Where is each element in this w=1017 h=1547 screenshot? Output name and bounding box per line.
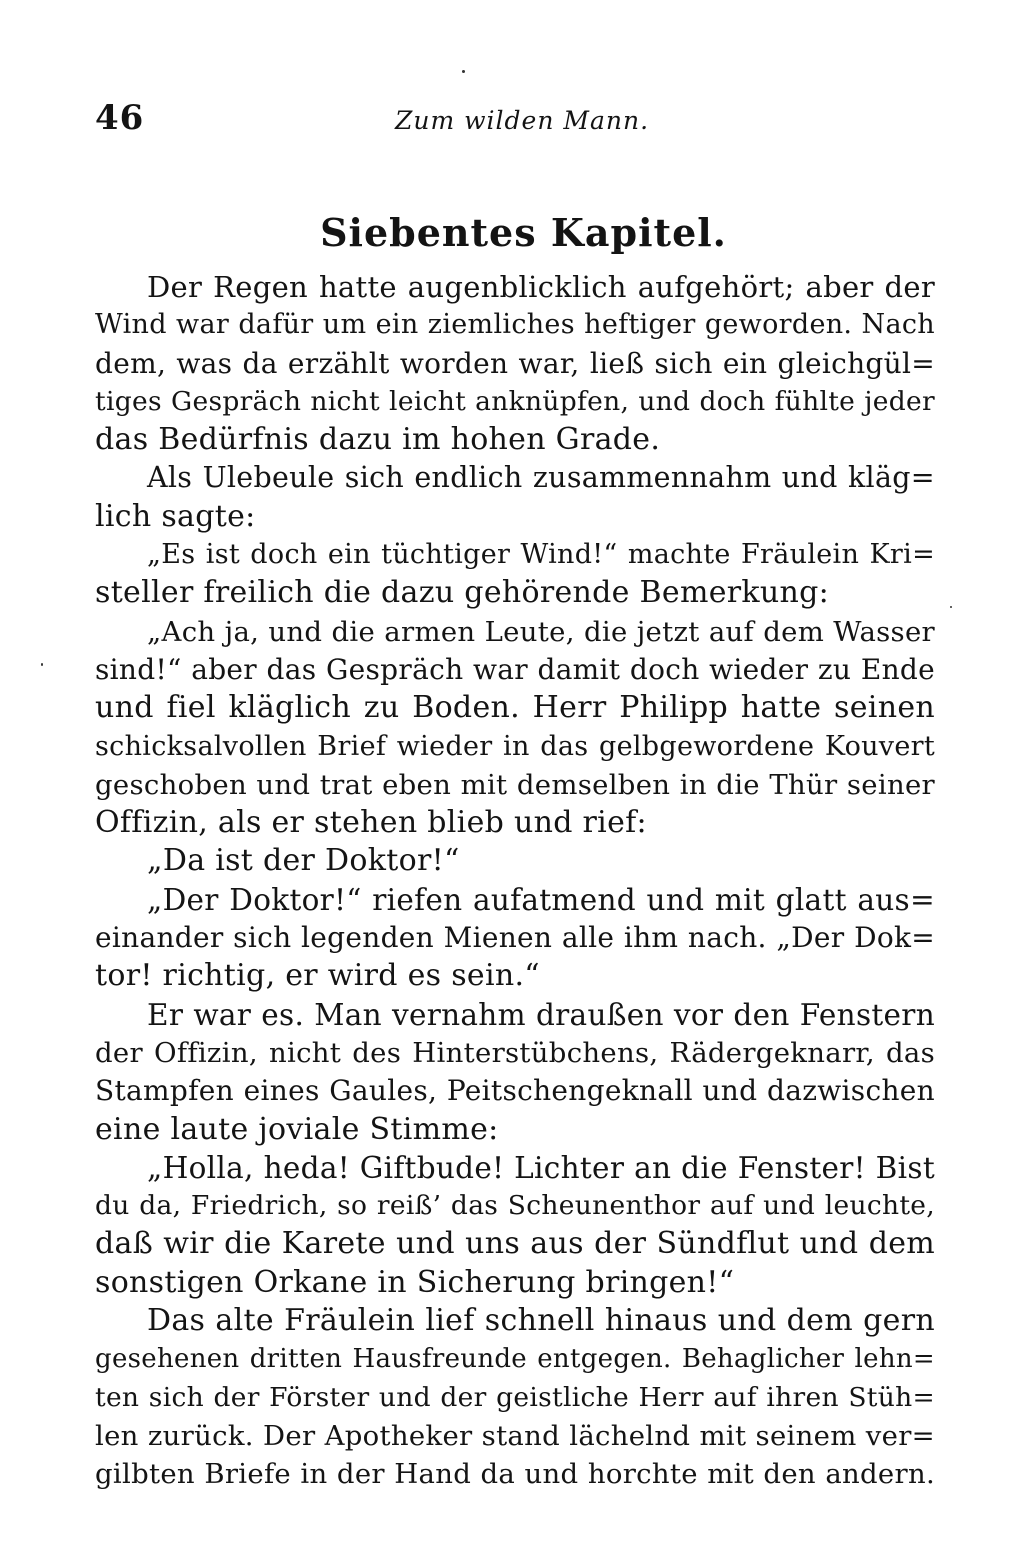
- text-line: Wind war dafür um ein ziemliches heftiger geworden. Nach: [95, 309, 935, 341]
- text-line: steller freilich die dazu gehörende Bemerkung:: [95, 575, 830, 611]
- text-line: dem, was da erzählt worden war, ließ sich ein gleichgül=: [95, 346, 935, 380]
- text-line: der Offizin, nicht des Hinterstübchens, Rädergeknarr, das: [95, 1036, 935, 1069]
- text-line: gesehenen dritten Hausfreunde entgegen. Behaglicher lehn=: [95, 1344, 935, 1375]
- text-line: Er war es. Man vernahm draußen vor den Fenstern: [147, 997, 935, 1032]
- scan-speck: [950, 606, 952, 608]
- scan-speck: [41, 663, 43, 666]
- text-line: len zurück. Der Apotheker stand lächelnd mit seinem ver=: [95, 1419, 935, 1452]
- text-line: „Es ist doch ein tüchtiger Wind!“ machte Fräulein Kri=: [147, 539, 935, 571]
- text-line: gilbten Briefe in der Hand da und horchte mit den andern.: [95, 1458, 935, 1491]
- text-line: „Holla, heda! Giftbude! Lichter an die Fenster! Bist: [147, 1150, 935, 1185]
- text-line: tor! richtig, er wird es sein.“: [95, 958, 540, 994]
- text-line: tiges Gespräch nicht leicht anknüpfen, und doch fühlte jeder: [95, 385, 935, 417]
- text-line: Offizin, als er stehen blieb und rief:: [95, 805, 647, 841]
- text-line: du da, Friedrich, so reiß’ das Scheunenthor auf und leuchte,: [95, 1190, 935, 1222]
- text-line: Als Ulebeule sich endlich zusammennahm und kläg=: [147, 461, 935, 495]
- text-line: das Bedürfnis dazu im hohen Grade.: [95, 422, 661, 458]
- text-line: schicksalvollen Brief wieder in das gelbgewordene Kouvert: [95, 730, 935, 762]
- text-line: sonstigen Orkane in Sicherung bringen!“: [95, 1264, 735, 1300]
- chapter-title: Siebentes Kapitel.: [320, 210, 727, 255]
- text-line: daß wir die Karete und uns aus der Sündflut und dem: [95, 1226, 935, 1262]
- text-line: „Da ist der Doktor!“: [147, 843, 460, 879]
- text-line: „Ach ja, und die armen Leute, die jetzt auf dem Wasser: [147, 615, 935, 648]
- text-line: geschoben und trat eben mit demselben in die Thür seiner: [95, 768, 935, 801]
- text-line: und fiel kläglich zu Boden. Herr Philipp hatte seinen: [95, 690, 935, 726]
- text-line: Das alte Fräulein lief schnell hinaus und dem gern: [147, 1303, 935, 1339]
- text-line: einander sich legenden Mienen alle ihm nach. „Der Dok=: [95, 921, 935, 955]
- body-text: [95, 268, 935, 1494]
- scan-speck: [462, 70, 465, 73]
- text-line: ten sich der Förster und der geistliche Herr auf ihren Stüh=: [95, 1381, 935, 1413]
- text-line: eine laute joviale Stimme:: [95, 1111, 499, 1147]
- text-line: Stampfen eines Gaules, Peitschengeknall und dazwischen: [95, 1074, 935, 1108]
- text-line: lich sagte:: [95, 498, 256, 534]
- text-line: Der Regen hatte augenblicklich aufgehört; aber der: [147, 270, 935, 304]
- text-line: sind!“ aber das Gespräch war damit doch wieder zu Ende: [95, 652, 935, 686]
- text-line: „Der Doktor!“ riefen aufatmend und mit glatt aus=: [147, 882, 935, 917]
- page-number: 46: [95, 98, 145, 138]
- page-header: [95, 98, 935, 148]
- running-title: Zum wilden Mann.: [395, 106, 650, 135]
